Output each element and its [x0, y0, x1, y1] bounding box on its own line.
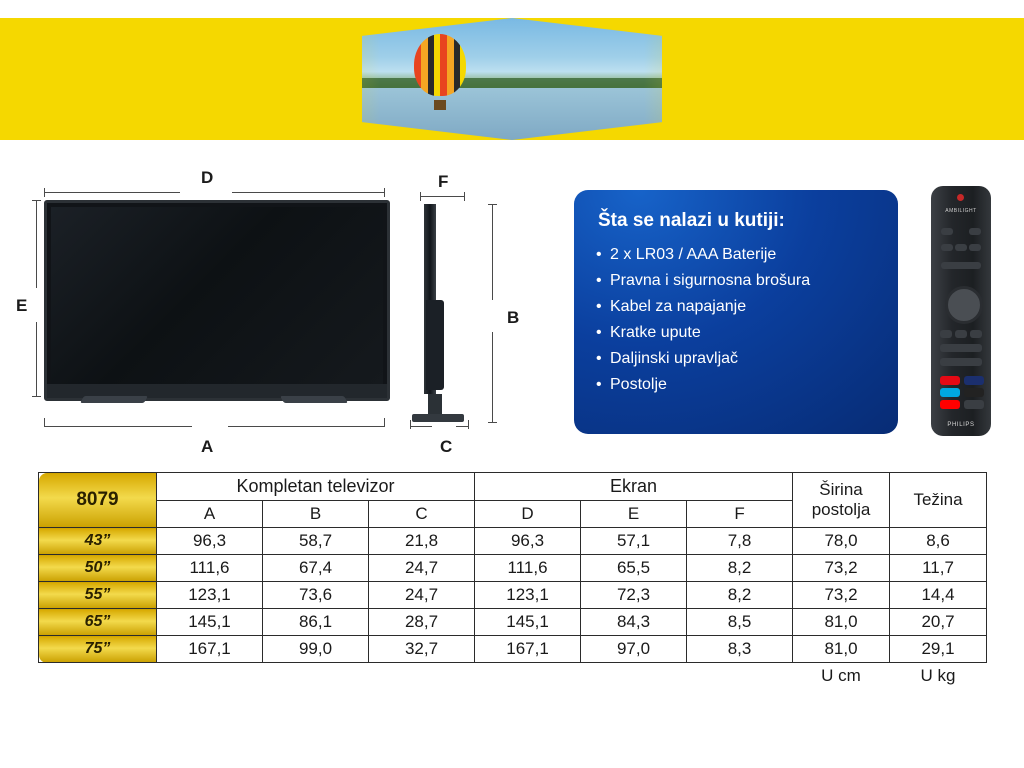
list-item: • Kratke upute — [596, 320, 876, 346]
television-foot-left — [80, 396, 148, 403]
dpad-navigation — [945, 286, 983, 324]
cell-f: 8,5 — [687, 609, 793, 636]
cell-weight: 29,1 — [890, 636, 987, 663]
cell-f: 8,3 — [687, 636, 793, 663]
model-label: 8079 — [39, 473, 157, 528]
cell-weight: 20,7 — [890, 609, 987, 636]
cell-c: 24,7 — [369, 582, 475, 609]
balloon-photo — [362, 18, 662, 140]
units-spacer — [581, 663, 687, 690]
back-button — [940, 330, 952, 338]
group-header-complete-tv: Kompletan televizor — [157, 473, 475, 501]
units-length: U cm — [821, 666, 861, 685]
dimension-line-b-top — [492, 204, 493, 300]
home-button — [955, 330, 967, 338]
top-banner — [0, 18, 1024, 140]
dimension-line-a-left — [44, 426, 192, 427]
dimension-label-e: E — [16, 296, 28, 315]
units-spacer — [157, 663, 263, 690]
search-button — [941, 244, 953, 251]
column-header-e: E — [581, 501, 687, 528]
dimension-tick-e-start — [32, 200, 41, 201]
cell-weight: 8,6 — [890, 528, 987, 555]
dimension-line-e-bottom — [36, 322, 37, 396]
cell-e: 72,3 — [581, 582, 687, 609]
dimension-tick-a-start — [44, 418, 45, 427]
cell-f: 8,2 — [687, 582, 793, 609]
whats-in-the-box-title: Šta se nalazi u kutiji: — [598, 210, 785, 231]
cell-stand-width: 73,2 — [793, 582, 890, 609]
row-size-label: 55” — [39, 582, 157, 609]
cell-f: 7,8 — [687, 528, 793, 555]
rakutentv-app-button — [964, 388, 984, 397]
dimension-tick-a-end — [384, 418, 385, 427]
specifications-table — [38, 472, 987, 689]
dimension-tick-b-end — [488, 422, 497, 423]
dimension-line-c-right — [456, 426, 468, 427]
remote-brand-label: PHILIPS — [947, 422, 975, 428]
units-spacer — [687, 663, 793, 690]
remote-control — [931, 186, 991, 436]
cell-e: 65,5 — [581, 555, 687, 582]
cell-d: 167,1 — [475, 636, 581, 663]
dimension-tick-f-start — [420, 192, 421, 201]
television-stand-neck — [428, 394, 442, 416]
youtube-app-button — [940, 400, 960, 409]
dimension-tick-e-end — [32, 396, 41, 397]
television-screen — [51, 207, 383, 384]
table-row — [39, 609, 987, 636]
cell-c: 28,7 — [369, 609, 475, 636]
channel-rocker — [940, 358, 982, 366]
list-item: • 2 x LR03 / AAA Baterije — [596, 242, 876, 268]
source-button — [941, 228, 953, 235]
dimension-label-a: A — [201, 437, 214, 456]
television-side-electronics-housing — [426, 300, 444, 390]
cell-stand-width: 81,0 — [793, 636, 890, 663]
row-size-label: 43” — [39, 528, 157, 555]
cell-a: 96,3 — [157, 528, 263, 555]
column-header-d: D — [475, 501, 581, 528]
list-item: • Pravna i sigurnosna brošura — [596, 268, 876, 294]
power-button-icon — [957, 194, 964, 201]
cell-b: 86,1 — [263, 609, 369, 636]
row-size-label: 65” — [39, 609, 157, 636]
dimension-label-f: F — [438, 172, 449, 191]
cell-d: 145,1 — [475, 609, 581, 636]
primevideo-app-button — [940, 388, 960, 397]
television-stand-base — [412, 414, 464, 422]
cell-a: 167,1 — [157, 636, 263, 663]
dimension-tick-d-start — [44, 188, 45, 197]
group-header-screen: Ekran — [475, 473, 793, 501]
dimension-tick-f-end — [464, 192, 465, 201]
list-item: • Kabel za napajanje — [596, 294, 876, 320]
dimension-tick-c-end — [468, 420, 469, 429]
row-size-label: 50” — [39, 555, 157, 582]
cell-a: 123,1 — [157, 582, 263, 609]
table-row — [39, 582, 987, 609]
column-header-c: C — [369, 501, 475, 528]
dimension-label-d: D — [201, 168, 214, 187]
dimension-line-b-bottom — [492, 332, 493, 422]
cell-b: 58,7 — [263, 528, 369, 555]
dimension-line-e-top — [36, 200, 37, 288]
units-spacer — [369, 663, 475, 690]
group-header-stand-width: Širina postolja — [793, 473, 890, 528]
units-weight: U kg — [920, 666, 956, 685]
disneyplus-app-button — [964, 376, 984, 385]
table-row — [39, 555, 987, 582]
cell-f: 8,2 — [687, 555, 793, 582]
cell-b: 73,6 — [263, 582, 369, 609]
cell-c: 21,8 — [369, 528, 475, 555]
remote-ambilight-label: AMBILIGHT — [945, 208, 977, 214]
cell-d: 123,1 — [475, 582, 581, 609]
row-size-label: 75” — [39, 636, 157, 663]
table-row — [39, 528, 987, 555]
balloon-basket-icon — [434, 100, 446, 110]
cell-stand-width: 73,2 — [793, 555, 890, 582]
dimension-tick-c-start — [410, 420, 411, 429]
list-item: • Postolje — [596, 372, 876, 398]
cell-b: 99,0 — [263, 636, 369, 663]
cell-weight: 14,4 — [890, 582, 987, 609]
list-item: • Daljinski upravljač — [596, 346, 876, 372]
specifications-table-wrapper — [38, 472, 986, 689]
cell-b: 67,4 — [263, 555, 369, 582]
extra-app-button — [964, 400, 984, 409]
tv-guide-button — [970, 330, 982, 338]
settings-button — [969, 228, 981, 235]
units-spacer — [39, 663, 157, 690]
dimension-line-f — [420, 196, 464, 197]
cell-d: 111,6 — [475, 555, 581, 582]
subtitle-button — [969, 244, 981, 251]
table-header-row-groups — [39, 473, 987, 501]
cell-stand-width: 81,0 — [793, 609, 890, 636]
ambilight-button — [941, 262, 981, 269]
hot-air-balloon-icon — [414, 34, 466, 96]
dimension-label-b: B — [507, 308, 520, 327]
television-foot-right — [280, 396, 348, 403]
cell-weight: 11,7 — [890, 555, 987, 582]
assistant-button — [955, 244, 967, 251]
cell-stand-width: 78,0 — [793, 528, 890, 555]
column-header-b: B — [263, 501, 369, 528]
dimension-line-d-left — [44, 192, 180, 193]
dimension-line-a-right — [228, 426, 384, 427]
column-header-f: F — [687, 501, 793, 528]
dimension-label-c: C — [440, 437, 453, 456]
cell-c: 32,7 — [369, 636, 475, 663]
whats-in-the-box-panel — [574, 190, 898, 434]
dimension-line-d-right — [232, 192, 384, 193]
group-header-weight: Težina — [890, 473, 987, 528]
column-header-a: A — [157, 501, 263, 528]
netflix-app-button — [940, 376, 960, 385]
dimension-tick-b-start — [488, 204, 497, 205]
dimension-line-c-left — [410, 426, 432, 427]
cell-a: 145,1 — [157, 609, 263, 636]
cell-a: 111,6 — [157, 555, 263, 582]
cell-e: 97,0 — [581, 636, 687, 663]
cell-e: 57,1 — [581, 528, 687, 555]
volume-rocker — [940, 344, 982, 352]
units-spacer — [263, 663, 369, 690]
cell-d: 96,3 — [475, 528, 581, 555]
dimension-tick-d-end — [384, 188, 385, 197]
cell-c: 24,7 — [369, 555, 475, 582]
cell-e: 84,3 — [581, 609, 687, 636]
whats-in-the-box-list — [596, 242, 876, 398]
table-units-row — [39, 663, 987, 690]
television-front-view — [44, 200, 390, 401]
units-spacer — [475, 663, 581, 690]
table-row — [39, 636, 987, 663]
